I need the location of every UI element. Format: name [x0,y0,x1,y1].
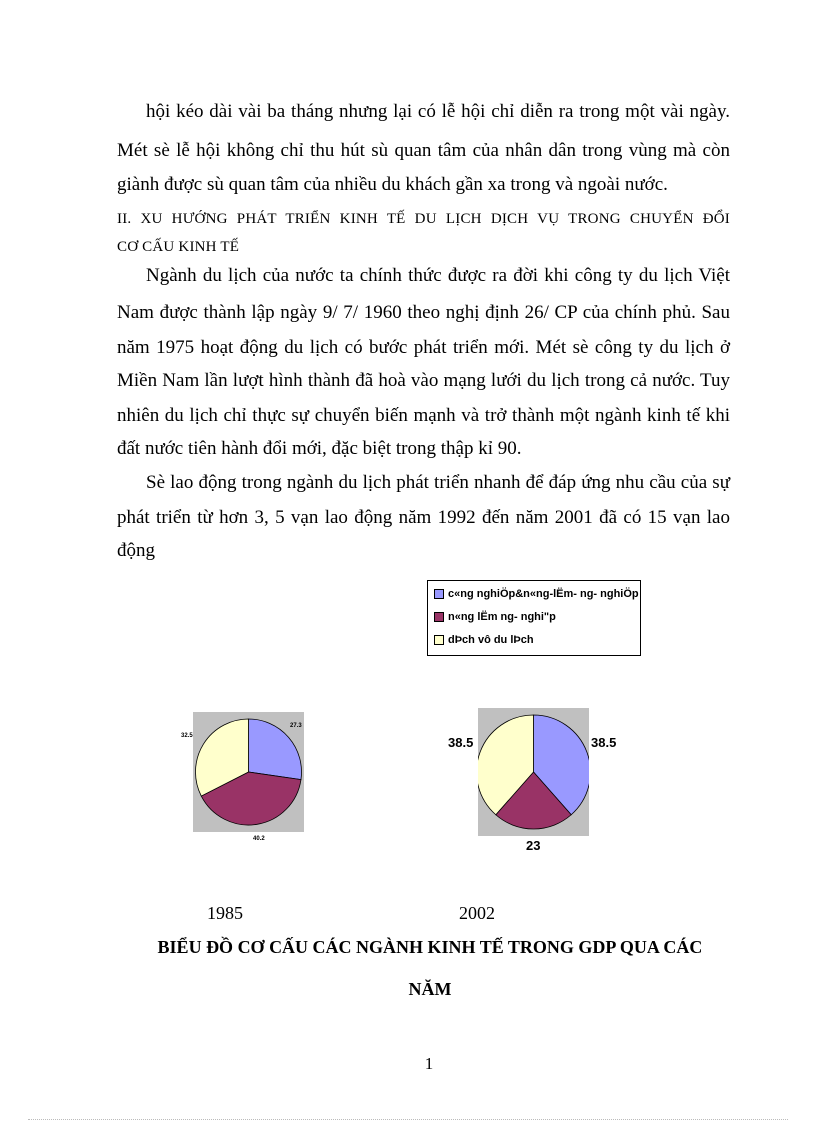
section-heading: II. XU HƯỚNG PHÁT TRIỂN KINH TẾ DU LỊCH DỊCH VỤ TRONG CHUYỂN ĐỔI [117,211,730,227]
text-line: nhiên du lịch chỉ thực sự chuyển biến mạnh và trở thành một ngành kinh tế khi [117,405,730,426]
year-label-2002: 2002 [459,903,495,923]
legend-item [434,633,534,647]
legend-item [434,610,556,624]
pie-chart-1985 [193,712,304,832]
legend-label: c«ng nghiÖp&n«ng-lËm- ng- nghiÖp [448,588,639,600]
pie-slices [478,715,589,829]
legend-label: n«ng lËm ng- nghi"p [448,611,556,623]
text-line: hội kéo dài vài ba tháng nhưng lại có lễ hội chỉ diễn ra trong một vài ngày. [146,101,730,122]
text-line: Ngành du lịch của nước ta chính thức được ra đời khi công ty du lịch Việt [146,265,730,286]
pie-slices [196,719,302,825]
legend-label: dÞch vô du lÞch [448,634,534,646]
chart-legend [427,580,641,656]
year-label-1985: 1985 [207,903,243,923]
pie-chart-2002 [478,708,589,836]
pie-data-label: 40.2 [253,836,265,842]
text-line: năm 1975 hoạt động du lịch có bước phát triển mới. Mét sè công ty du lịch ở [117,337,730,358]
chart-caption-line: BIỂU ĐỒ CƠ CẤU CÁC NGÀNH KINH TẾ TRONG GDP QUA CÁC [157,937,703,957]
footer-divider [28,1119,788,1120]
pie-data-label: 38.5 [448,735,474,750]
pie-data-label: 23 [526,838,541,853]
text-line: Nam được thành lập ngày 9/ 7/ 1960 theo nghị định 26/ CP của chính phủ. Sau [117,302,730,323]
text-line: đất nước tiên hành đổi mới, đặc biệt trong thập kỉ 90. [117,438,522,459]
text-line: phát triển từ hơn 3, 5 vạn lao động năm 1992 đến năm 2001 đã có 15 vạn lao [117,507,730,528]
legend-swatch [434,635,444,645]
legend-swatch [434,612,444,622]
legend-item [434,587,639,601]
text-line: Sè lao động trong ngành du lịch phát triển nhanh để đáp ứng nhu cầu của sự [146,472,730,493]
pie-data-label: 32.5 [181,733,193,739]
legend-swatch [434,589,444,599]
text-line: Miền Nam lần lượt hình thành đã hoà vào mạng lưới du lịch trong cả nước. Tuy [117,370,730,391]
text-line: giành được sù quan tâm của nhiều du khách gần xa trong và ngoài nước. [117,174,668,195]
text-line: Mét sè lễ hội không chỉ thu hút sù quan tâm của nhân dân trong vùng mà còn [117,140,730,161]
page-number: 1 [424,1054,434,1073]
text-line: động [117,540,155,561]
pie-data-label: 38.5 [591,735,617,750]
chart-caption-line: NĂM [408,979,452,999]
chart-caption [100,926,760,1010]
pie-data-label: 27.3 [290,723,302,729]
section-heading: CƠ CẤU KINH TẾ [117,239,240,255]
